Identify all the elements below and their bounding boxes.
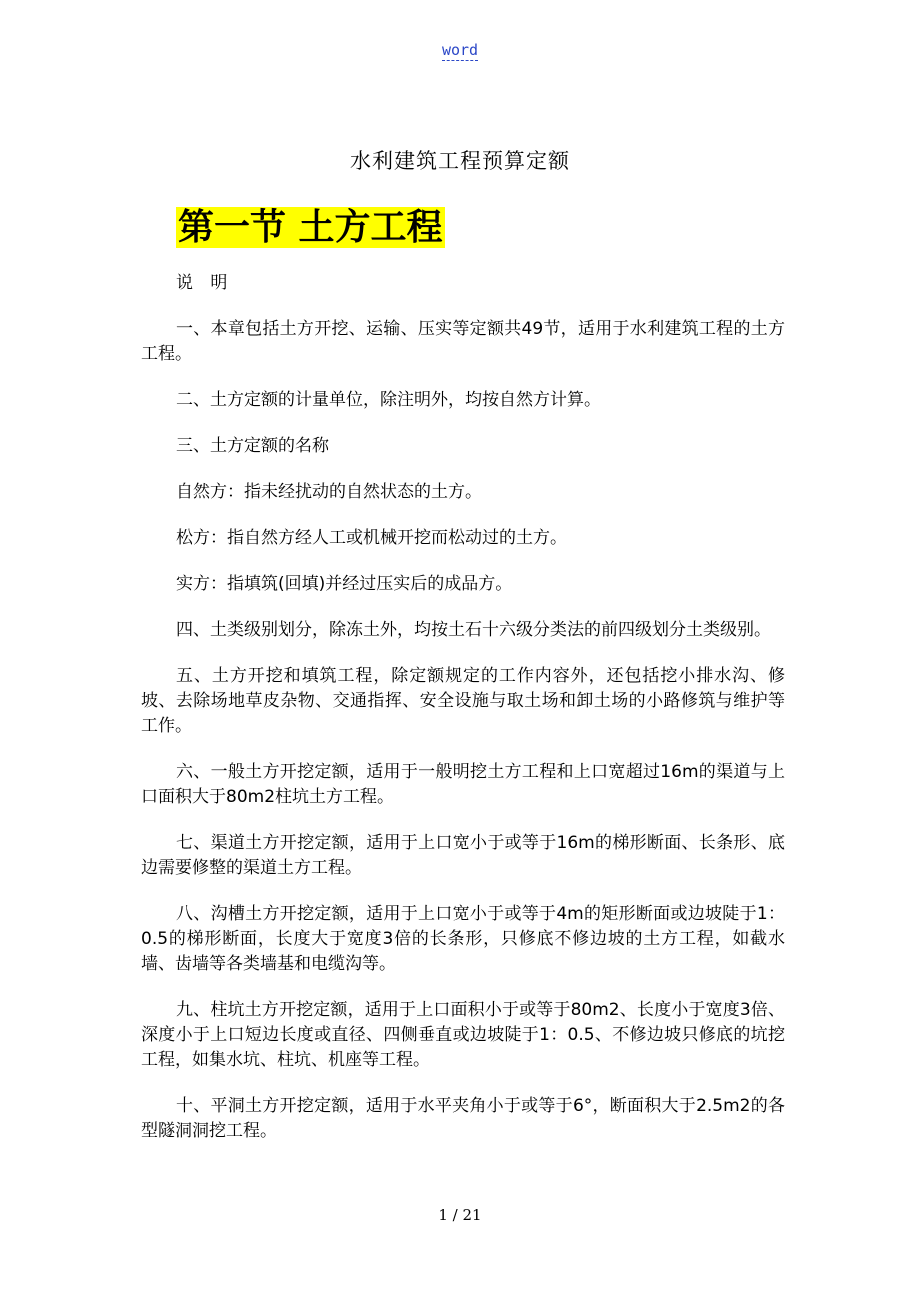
paragraph-2: 二、土方定额的计量单位，除注明外，均按自然方计算。 [176,390,601,410]
document-title: 水利建筑工程预算定额 [350,149,570,173]
paragraph-5: 五、土方开挖和填筑工程，除定额规定的工作内容外，还包括挖小排水沟、修坡、去除场地草皮杂物、交通指挥、安全设施与取土场和卸土场的小路修筑与维护等工作。 [141,666,785,736]
paragraph-natural-soil: 自然方：指未经扰动的自然状态的土方。 [176,482,482,502]
paragraph-8: 八、沟槽土方开挖定额，适用于上口宽小于或等于4m的矩形断面或边坡陡于1：0.5的梯形断面，长度大于宽度3倍的长条形，只修底不修边坡的土方工程，如截水墙、齿墙等各类墙基和电缆沟等。 [141,904,785,974]
paragraph-compacted-soil: 实方：指填筑(回填)并经过压实后的成品方。 [176,574,513,594]
word-header-link[interactable] [0,41,920,59]
page-number: 1 / 21 [438,1206,482,1224]
paragraph-10: 十、平洞土方开挖定额，适用于水平夹角小于或等于6°，断面积大于2.5m2的各型隧洞洞挖工程。 [141,1096,785,1141]
explanation-caption: 说 明 [176,273,234,293]
highlighted-section-heading: 第一节 土方工程 [178,207,443,248]
section-heading [176,203,445,253]
word-link-text[interactable]: word [441,41,479,59]
paragraph-4: 四、土类级别划分，除冻土外，均按土石十六级分类法的前四级划分土类级别。 [176,620,771,640]
paragraph-1: 一、本章包括土方开挖、运输、压实等定额共49节，适用于水利建筑工程的土方工程。 [141,319,785,364]
paragraph-9: 九、柱坑土方开挖定额，适用于上口面积小于或等于80m2、长度小于宽度3倍、深度小于上口短边长度或直径、四侧垂直或边坡陡于1：0.5、不修边坡只修底的坑挖工程，如集水坑、柱坑、机座等工程。 [141,1000,785,1070]
paragraph-7: 七、渠道土方开挖定额，适用于上口宽小于或等于16m的梯形断面、长条形、底边需要修整的渠道土方工程。 [141,833,785,878]
paragraph-6: 六、一般土方开挖定额，适用于一般明挖土方工程和上口宽超过16m的渠道与上口面积大于80m2柱坑土方工程。 [141,762,785,807]
paragraph-loose-soil: 松方：指自然方经人工或机械开挖而松动过的土方。 [176,528,567,548]
document-body [141,271,785,1165]
paragraph-3: 三、土方定额的名称 [176,436,329,456]
